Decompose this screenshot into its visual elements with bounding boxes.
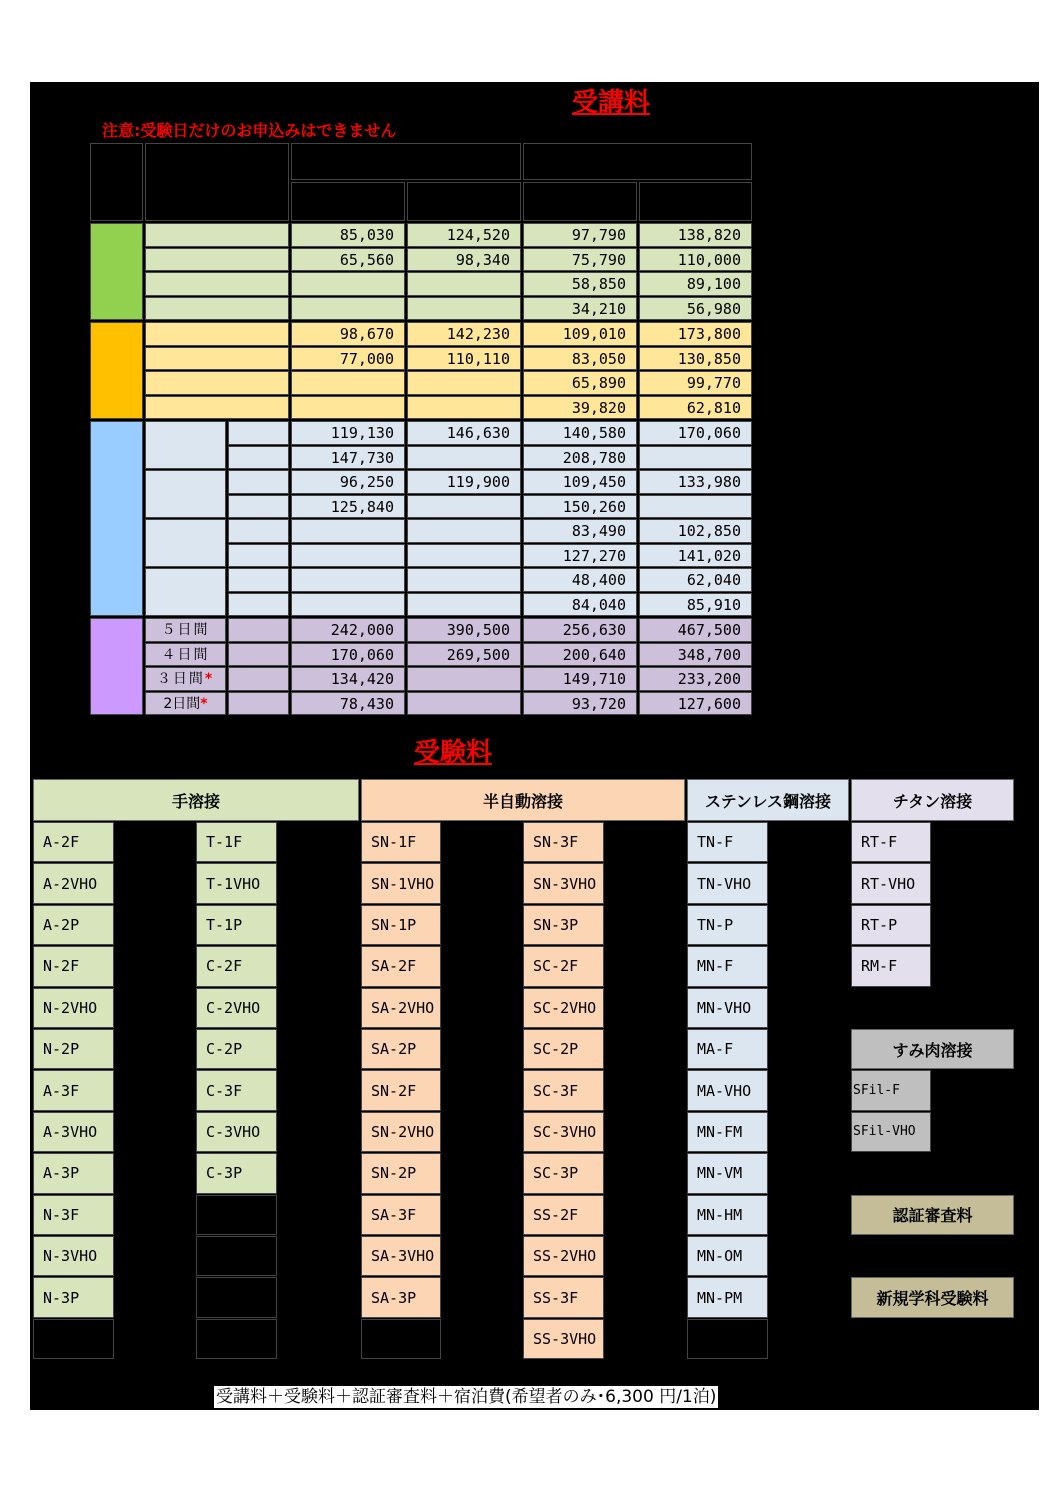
- empty-cell: [196, 1277, 277, 1317]
- fee-value: 256,630: [523, 618, 637, 642]
- fee-value: 134,420: [291, 667, 405, 691]
- exam-code: T-1P: [196, 905, 277, 945]
- footnote-mark: *: [200, 695, 208, 712]
- exam-code: A-2P: [33, 905, 114, 945]
- fee-value: 170,060: [291, 643, 405, 667]
- header-cell: [407, 182, 521, 221]
- exam-code: SA-3VHO: [361, 1236, 441, 1276]
- exam-code: RT-P: [851, 905, 931, 945]
- exam-code: MN-VM: [687, 1153, 768, 1193]
- header-cell: [639, 182, 752, 221]
- exam-code: SC-2F: [523, 946, 604, 986]
- days-label: [145, 347, 289, 371]
- empty-cell: [687, 1319, 768, 1359]
- days-text: ３日間: [156, 671, 205, 687]
- fee-value: 83,490: [523, 519, 637, 543]
- fee-value: 150,260: [523, 495, 637, 519]
- fee-value: 109,450: [523, 470, 637, 494]
- fee-value: 130,850: [639, 347, 752, 371]
- exam-code: A-3P: [33, 1153, 114, 1193]
- exam-code: SA-3F: [361, 1195, 441, 1235]
- exam-code: SN-3F: [523, 822, 604, 862]
- empty-cell: [291, 297, 405, 321]
- fee-value: 127,600: [639, 692, 752, 716]
- fee-value: 85,910: [639, 593, 752, 617]
- fee-value: 208,780: [523, 446, 637, 470]
- method-label: [228, 568, 289, 592]
- empty-cell: [407, 495, 521, 519]
- fee-value: 119,130: [291, 421, 405, 445]
- fee-value: 99,770: [639, 371, 752, 395]
- empty-cell: [291, 544, 405, 568]
- method-label: [228, 421, 289, 445]
- fee-value: 97,790: [523, 223, 637, 247]
- exam-code: RT-VHO: [851, 863, 931, 903]
- fee-value: 34,210: [523, 297, 637, 321]
- exam-code: MN-FM: [687, 1112, 768, 1152]
- exam-header-stainless: ステンレス鋼溶接: [687, 779, 849, 821]
- fee-value: 39,820: [523, 396, 637, 420]
- exam-header-hand: 手溶接: [33, 779, 359, 821]
- fee-value: 65,560: [291, 248, 405, 272]
- empty-cell: [407, 519, 521, 543]
- exam-code: SA-2F: [361, 946, 441, 986]
- exam-code: MA-F: [687, 1029, 768, 1069]
- exam-code: SS-3VHO: [523, 1319, 604, 1359]
- header-cell: [291, 143, 521, 180]
- fee-value: 93,720: [523, 692, 637, 716]
- empty-cell: [407, 272, 521, 296]
- fee-value: 149,710: [523, 667, 637, 691]
- cert-fee-header: 認証審査料: [851, 1195, 1014, 1235]
- empty-cell: [407, 446, 521, 470]
- exam-code: SS-3F: [523, 1277, 604, 1317]
- fee-value: 65,890: [523, 371, 637, 395]
- fillet-header: すみ肉溶接: [851, 1029, 1014, 1069]
- header-cell: [145, 143, 289, 221]
- exam-code: SA-2VHO: [361, 988, 441, 1028]
- fee-value: 83,050: [523, 347, 637, 371]
- empty-cell: [407, 593, 521, 617]
- fee-value: 62,810: [639, 396, 752, 420]
- fee-formula: 受講料＋受験料＋認証審査料＋宿泊費(希望者のみ･6,300 円/1泊): [216, 1387, 717, 1407]
- exam-code: C-2F: [196, 946, 277, 986]
- category-label: [90, 421, 143, 616]
- days-label: [145, 692, 226, 716]
- new-exam-fee-header: 新規学科受験料: [851, 1277, 1014, 1317]
- exam-code: T-1F: [196, 822, 277, 862]
- days-label: [145, 297, 289, 321]
- exam-code: SA-3P: [361, 1277, 441, 1317]
- footnote-mark: *: [204, 671, 215, 687]
- fee-value: 119,900: [407, 470, 521, 494]
- method-label: [228, 495, 289, 519]
- days-text: ４日間: [161, 646, 210, 663]
- exam-code: N-2P: [33, 1029, 114, 1069]
- empty-cell: [196, 1195, 277, 1235]
- exam-code: MN-OM: [687, 1236, 768, 1276]
- fee-value: 48,400: [523, 568, 637, 592]
- fee-value: 133,980: [639, 470, 752, 494]
- empty-cell: [407, 297, 521, 321]
- exam-code: SC-3P: [523, 1153, 604, 1193]
- exam-code: SN-1VHO: [361, 863, 441, 903]
- fee-value: 110,000: [639, 248, 752, 272]
- empty-cell: [639, 446, 752, 470]
- category-label: [90, 322, 143, 419]
- days-label: [145, 272, 289, 296]
- days-text: ５日間: [161, 622, 210, 638]
- exam-code: SN-2VHO: [361, 1112, 441, 1152]
- notice-text: 注意:受験日だけのお申込みはできません: [102, 121, 397, 140]
- course-fee-table: [88, 141, 754, 713]
- days-label: [145, 643, 226, 667]
- empty-cell: [33, 1319, 114, 1359]
- fee-value: 127,270: [523, 544, 637, 568]
- exam-code: TN-P: [687, 905, 768, 945]
- exam-code: SC-2P: [523, 1029, 604, 1069]
- fee-value: 58,850: [523, 272, 637, 296]
- days-label: [145, 568, 226, 616]
- exam-code: N-2F: [33, 946, 114, 986]
- empty-cell: [291, 371, 405, 395]
- exam-code: SN-1F: [361, 822, 441, 862]
- exam-code: C-2VHO: [196, 988, 277, 1028]
- exam-code: RT-F: [851, 822, 931, 862]
- exam-code: MN-HM: [687, 1195, 768, 1235]
- fee-value: 56,980: [639, 297, 752, 321]
- exam-code: C-3VHO: [196, 1112, 277, 1152]
- fee-value: 110,110: [407, 347, 521, 371]
- exam-code: SS-2VHO: [523, 1236, 604, 1276]
- exam-code: N-2VHO: [33, 988, 114, 1028]
- fee-value: 138,820: [639, 223, 752, 247]
- method-label: [228, 446, 289, 470]
- exam-code: N-3P: [33, 1277, 114, 1317]
- exam-code: C-2P: [196, 1029, 277, 1069]
- exam-code: SN-2P: [361, 1153, 441, 1193]
- method-label: [228, 470, 289, 494]
- exam-code: SC-3F: [523, 1070, 604, 1110]
- category-label: [90, 618, 143, 715]
- empty-cell: [291, 396, 405, 420]
- exam-code: A-3F: [33, 1070, 114, 1110]
- method-label: [228, 618, 289, 642]
- exam-code: A-2F: [33, 822, 114, 862]
- exam-code: SFil-VHO: [851, 1112, 931, 1152]
- fee-value: 98,340: [407, 248, 521, 272]
- fee-value: 125,840: [291, 495, 405, 519]
- fee-value: 170,060: [639, 421, 752, 445]
- header-cell: [523, 143, 752, 180]
- fee-value: 62,040: [639, 568, 752, 592]
- exam-code: C-3F: [196, 1070, 277, 1110]
- exam-fee-table: [31, 777, 1016, 1362]
- exam-code: TN-VHO: [687, 863, 768, 903]
- exam-code: A-2VHO: [33, 863, 114, 903]
- days-label: [145, 618, 226, 642]
- fee-value: 146,630: [407, 421, 521, 445]
- exam-code: SC-2VHO: [523, 988, 604, 1028]
- method-label: [228, 519, 289, 543]
- fee-value: 75,790: [523, 248, 637, 272]
- exam-code: C-3P: [196, 1153, 277, 1193]
- exam-code: RM-F: [851, 946, 931, 986]
- exam-code: SN-3P: [523, 905, 604, 945]
- fee-value: 140,580: [523, 421, 637, 445]
- method-label: [228, 593, 289, 617]
- fee-value: 124,520: [407, 223, 521, 247]
- empty-cell: [291, 272, 405, 296]
- days-text: 2日間: [163, 695, 201, 712]
- fee-value: 147,730: [291, 446, 405, 470]
- exam-fee-title: 受験料: [414, 738, 493, 768]
- empty-cell: [291, 593, 405, 617]
- exam-code: A-3VHO: [33, 1112, 114, 1152]
- fee-value: 173,800: [639, 322, 752, 346]
- exam-code: MA-VHO: [687, 1070, 768, 1110]
- days-label: [145, 248, 289, 272]
- exam-header-titanium: チタン溶接: [851, 779, 1014, 821]
- header-cell: [90, 143, 143, 221]
- empty-cell: [291, 568, 405, 592]
- empty-cell: [407, 371, 521, 395]
- method-label: [228, 643, 289, 667]
- empty-cell: [407, 544, 521, 568]
- empty-cell: [361, 1319, 441, 1359]
- exam-code: TN-F: [687, 822, 768, 862]
- fee-value: 78,430: [291, 692, 405, 716]
- empty-cell: [639, 495, 752, 519]
- days-label: [145, 322, 289, 346]
- method-label: [228, 667, 289, 691]
- fee-value: 142,230: [407, 322, 521, 346]
- exam-code: SN-1P: [361, 905, 441, 945]
- fee-value: 89,100: [639, 272, 752, 296]
- category-label: [90, 223, 143, 320]
- exam-code: SS-2F: [523, 1195, 604, 1235]
- course-fee-title: 受講料: [572, 88, 651, 118]
- days-label: [145, 396, 289, 420]
- method-label: [228, 544, 289, 568]
- fee-value: 269,500: [407, 643, 521, 667]
- fee-value: 348,700: [639, 643, 752, 667]
- exam-code: N-3VHO: [33, 1236, 114, 1276]
- empty-cell: [407, 396, 521, 420]
- empty-cell: [196, 1236, 277, 1276]
- exam-code: SN-3VHO: [523, 863, 604, 903]
- exam-code: SA-2P: [361, 1029, 441, 1069]
- fee-value: 96,250: [291, 470, 405, 494]
- fee-value: 102,850: [639, 519, 752, 543]
- fee-value: 242,000: [291, 618, 405, 642]
- exam-code: SN-2F: [361, 1070, 441, 1110]
- exam-code: T-1VHO: [196, 863, 277, 903]
- exam-header-semi: 半自動溶接: [361, 779, 685, 821]
- fee-value: 233,200: [639, 667, 752, 691]
- fee-value: 141,020: [639, 544, 752, 568]
- method-label: [228, 692, 289, 716]
- exam-code: SC-3VHO: [523, 1112, 604, 1152]
- fee-value: 109,010: [523, 322, 637, 346]
- empty-cell: [291, 519, 405, 543]
- fee-value: 200,640: [523, 643, 637, 667]
- empty-cell: [407, 568, 521, 592]
- fee-value: 84,040: [523, 593, 637, 617]
- exam-code: SFil-F: [851, 1070, 931, 1110]
- exam-code: MN-PM: [687, 1277, 768, 1317]
- fee-value: 467,500: [639, 618, 752, 642]
- exam-code: MN-F: [687, 946, 768, 986]
- empty-cell: [407, 692, 521, 716]
- header-cell: [523, 182, 637, 221]
- empty-cell: [407, 667, 521, 691]
- days-label: [145, 371, 289, 395]
- exam-code: MN-VHO: [687, 988, 768, 1028]
- days-label: [145, 470, 226, 518]
- empty-cell: [196, 1319, 277, 1359]
- fee-value: 85,030: [291, 223, 405, 247]
- fee-value: 98,670: [291, 322, 405, 346]
- days-label: [145, 223, 289, 247]
- days-label: [145, 667, 226, 691]
- fee-value: 77,000: [291, 347, 405, 371]
- exam-code: N-3F: [33, 1195, 114, 1235]
- days-label: [145, 421, 226, 469]
- days-label: [145, 519, 226, 567]
- fee-value: 390,500: [407, 618, 521, 642]
- header-cell: [291, 182, 405, 221]
